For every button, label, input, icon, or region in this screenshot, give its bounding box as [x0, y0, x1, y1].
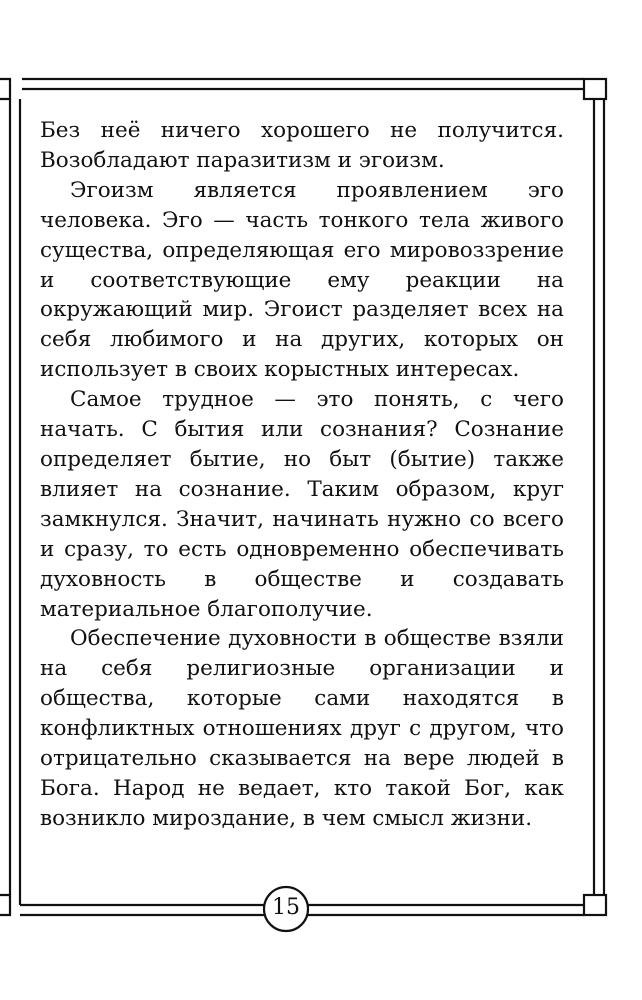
page-number: 15: [272, 895, 300, 920]
paragraph-4: Обеспечение духовности в обществе взяли на себя религиозные организации и общества, которые сами находятся в конфликтных отношениях друг с другом, что отрицательно сказывается на вере людей в Бога. Народ не ведает, кто такой Бог, как возникло мироздание, в чем смысл жизни.: [40, 626, 564, 831]
body-text: [40, 116, 564, 834]
paragraph-2: Эгоизм является проявлением эго человека. Эго — часть тонкого тела живого существа, определяющая его мировоззрение и соответствующие ему реакции на окружающий мир. Эгоист разделяет всех на себя любимого и на других, которых он использует в своих корыстных интересах.: [40, 177, 564, 383]
paragraph-3: Самое трудное — это понять, с чего начать. С бытия или сознания? Сознание определяет бытие, но быт (бытие) также влияет на сознание. Таким образом, круг замкнулся. Значит, начинать нужно со всего и сразу, то есть одновременно обеспечивать духовность в обществе и создавать материальное благополучие.: [40, 387, 564, 622]
paragraph-1: Без неё ничего хорошего не получится. Возобладают паразитизм и эгоизм.: [40, 118, 564, 173]
